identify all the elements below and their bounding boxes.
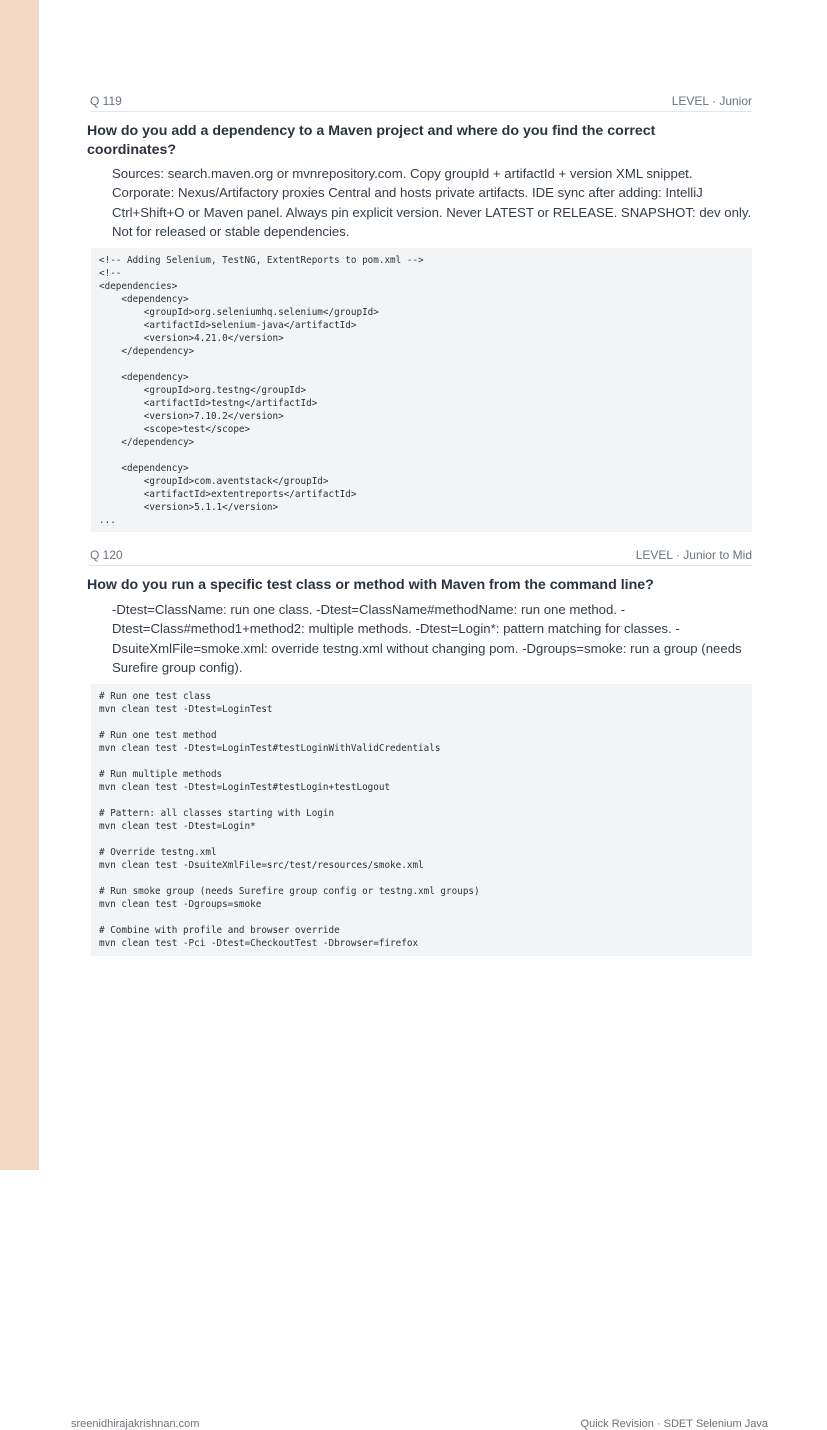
footer-title: Quick Revision · SDET Selenium Java (580, 1418, 768, 1430)
answer-text: Sources: search.maven.org or mvnrepository.com. Copy groupId + artifactId + version XML snippet. Corporate: Nexus/Artifactory proxies Central and hosts private artifacts. IDE sync after adding: IntelliJ Ctrl+Shift+O or Maven panel. Always pin explicit version. Never LATEST or RELEASE. SNAPSHOT: dev only. Not for released or stable dependencies. (112, 166, 752, 240)
footer-website: sreenidhirajakrishnan.com (71, 1418, 200, 1430)
side-accent-band (0, 0, 39, 1170)
answer-text: -Dtest=ClassName: run one class. -Dtest=ClassName#methodName: run one method. -Dtest=Class#method1+method2: multiple methods. -Dtest=Login*: pattern matching for classes. -DsuiteXmlFile=smoke.xml: override testng.xml without changing pom. -Dgroups=smoke: run a group (needs Surefire group config). (112, 602, 742, 676)
code-content: <!-- Adding Selenium, TestNG, ExtentReports to pom.xml --> <!-- <dependencies> <dependency> <groupId>org.seleniumhq.selenium</groupId> <artifactId>selenium-java</artifactId> <version>4.21.0</version> </dependency> <dependency> <groupId>org.testng</groupId> <artifactId>testng</artifactId> <version>7.10.2</version> <scope>test</scope> </dependency> <dependency> <groupId>com.aventstack</groupId> <artifactId>extentreports</artifactId> <version>5.1.1</version> ... (99, 255, 424, 526)
question-number: Q 120 (90, 548, 123, 562)
code-block (91, 684, 752, 956)
question-number: Q 119 (90, 94, 122, 108)
question-title: How do you add a dependency to a Maven project and where do you find the correct coordinates? (87, 123, 656, 158)
question-title: How do you run a specific test class or method with Maven from the command line? (87, 577, 654, 593)
code-content: # Run one test class mvn clean test -Dtest=LoginTest # Run one test method mvn clean test -Dtest=LoginTest#testLoginWithValidCredentials # Run multiple methods mvn clean test -Dtest=LoginTest#testLogin+testLogout # Pattern: all classes starting with Login mvn clean test -Dtest=Login* # Override testng.xml mvn clean test -DsuiteXmlFile=src/test/resources/smoke.xml # Run smoke group (needs Surefire group config or testng.xml groups) mvn clean test -Dgroups=smoke # Combine with profile and browser override mvn clean test -Pci -Dtest=CheckoutTest -Dbrowser=firefox (99, 691, 480, 949)
question-header (90, 546, 752, 566)
question-level: LEVEL · Junior (671, 94, 752, 108)
question-header (90, 92, 752, 112)
question-level: LEVEL · Junior to Mid (635, 548, 752, 562)
code-block (91, 248, 752, 532)
